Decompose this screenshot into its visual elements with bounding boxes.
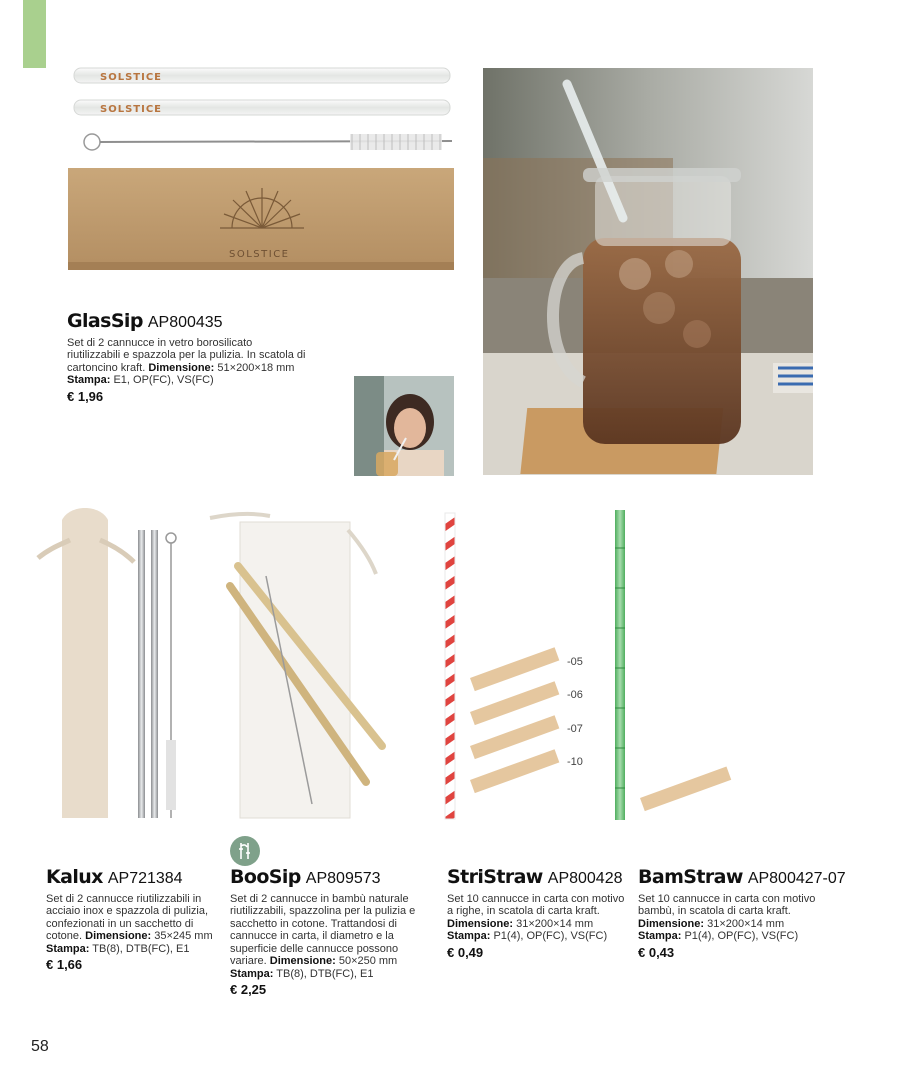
dimension-label: Dimensione: <box>447 917 514 930</box>
dimension-label: Dimensione: <box>85 930 152 942</box>
dimension-value: 50×250 mm <box>338 955 398 967</box>
product-description: Set 10 cannucce in carta con motivo bambù, in scatola di carta kraft. <box>638 892 816 917</box>
stristraw-variant-2: -06 <box>567 689 583 701</box>
print-value: TB(8), DTB(FC), E1 <box>92 942 190 955</box>
page-number: 58 <box>31 1038 49 1055</box>
glassip-product-image <box>60 60 460 280</box>
product-code: AP809573 <box>305 870 381 887</box>
stristraw-variant-3: -07 <box>567 723 583 735</box>
product-name: BamStraw <box>638 866 743 888</box>
product-name: GlasSip <box>67 310 143 332</box>
dimension-value: 51×200×18 mm <box>217 361 295 374</box>
bamstraw-product-image <box>610 508 740 823</box>
boosip-product-image <box>200 500 390 822</box>
product-kalux <box>46 866 214 972</box>
glassip-lifestyle-photo <box>483 68 813 475</box>
product-code: AP800435 <box>147 314 223 331</box>
print-value: TB(8), DTB(FC), E1 <box>276 967 374 980</box>
product-description: Set 10 cannucce in carta con motivo a righe, in scatola di carta kraft. <box>447 892 625 917</box>
print-value: P1(4), OP(FC), VS(FC) <box>684 930 799 942</box>
product-name: BooSip <box>230 866 301 888</box>
product-description: Set di 2 cannucce riutilizzabili in acciaio inox e spazzola di pulizia, confezionati in un sacchetto di cotone. <box>46 892 209 942</box>
product-code: AP721384 <box>107 870 183 887</box>
product-price: € 0,43 <box>638 944 675 960</box>
product-description: Set di 2 cannucce in vetro borosilicato riutilizzabili e spazzola per la pulizia. In scatola di cartoncino kraft. <box>67 336 306 374</box>
product-name: Kalux <box>46 866 103 888</box>
product-price: € 0,49 <box>447 944 484 960</box>
product-boosip <box>230 866 430 997</box>
print-label: Stampa: <box>230 967 274 980</box>
print-label: Stampa: <box>46 942 90 955</box>
print-label: Stampa: <box>447 930 491 942</box>
dimension-value: 35×245 mm <box>154 930 213 942</box>
print-value: P1(4), OP(FC), VS(FC) <box>493 930 608 942</box>
print-label: Stampa: <box>67 374 111 386</box>
product-price: € 1,66 <box>46 957 83 972</box>
dimension-label: Dimensione: <box>638 917 705 930</box>
dimension-value: 31×200×14 mm <box>516 917 594 930</box>
product-name: StriStraw <box>447 866 543 888</box>
dimension-label: Dimensione: <box>269 955 336 967</box>
stristraw-variant-1: -05 <box>567 656 583 668</box>
product-price: € 2,25 <box>230 982 267 997</box>
stristraw-variant-4: -10 <box>567 756 583 768</box>
product-bamstraw <box>638 866 848 960</box>
dimension-label: Dimensione: <box>148 361 215 374</box>
glassip-brand-label-2: SOLSTICE <box>100 104 162 115</box>
product-description: Set di 2 cannucce in bambù naturale riutilizzabili, spazzolina per la pulizia e sacchetto in cotone. Trattandosi di cannucce in carta, il diametro e la superficie delle cannucce possono variare. <box>230 892 416 967</box>
kalux-product-image <box>30 500 190 822</box>
glassip-box-brand: SOLSTICE <box>229 249 290 260</box>
product-stristraw <box>447 866 627 960</box>
product-glassip <box>67 310 307 404</box>
product-code: AP800427-07 <box>747 870 846 887</box>
print-label: Stampa: <box>638 930 682 942</box>
print-value: E1, OP(FC), VS(FC) <box>113 374 214 386</box>
product-price: € 1,96 <box>67 388 104 404</box>
page-accent-tab <box>23 0 46 68</box>
glassip-portrait-photo <box>354 376 454 476</box>
dimension-value: 31×200×14 mm <box>707 917 785 930</box>
bamboo-badge-icon <box>230 836 260 866</box>
stristraw-product-image <box>440 508 570 823</box>
product-code: AP800428 <box>547 870 623 887</box>
glassip-brand-label-1: SOLSTICE <box>100 72 162 83</box>
